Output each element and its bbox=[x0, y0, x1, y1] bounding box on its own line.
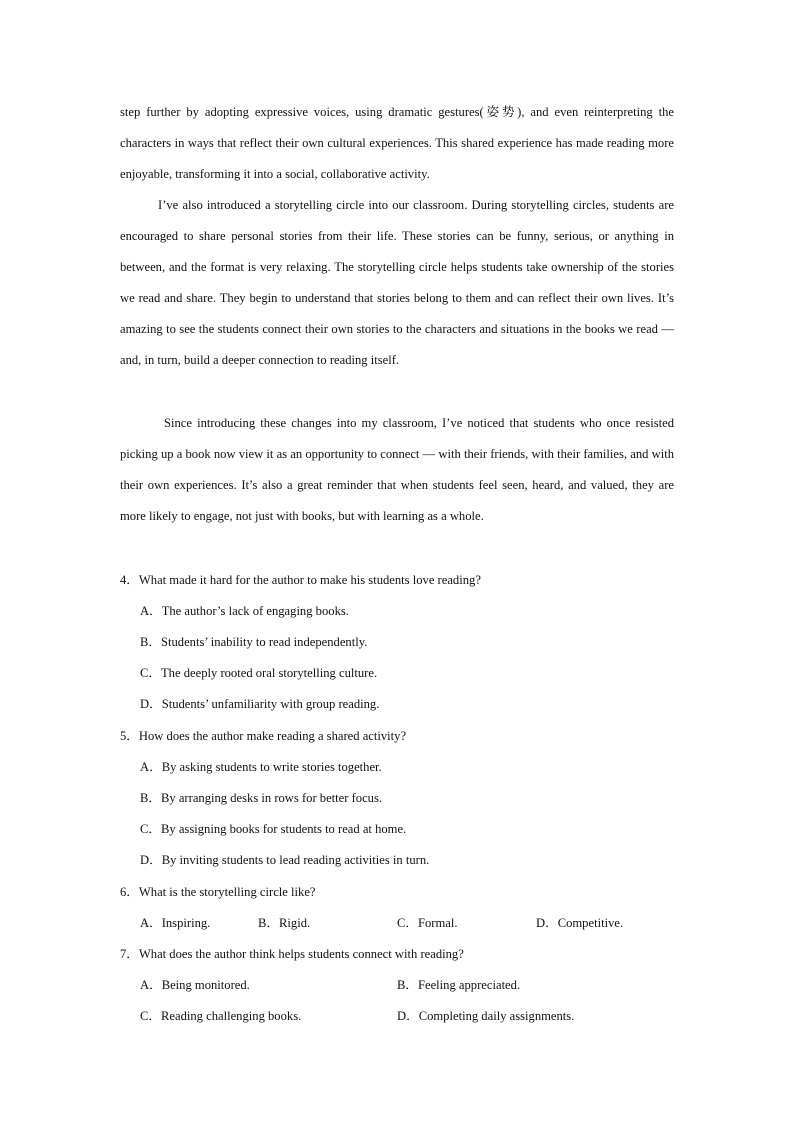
question-7-stem: 7．What does the author think helps students connect with reading? bbox=[120, 947, 464, 961]
question-6-option-d[interactable]: D．Competitive. bbox=[536, 916, 624, 930]
question-7-option-a[interactable]: A．Being monitored. bbox=[140, 978, 250, 992]
question-5-option-c[interactable]: C．By assigning books for students to read at home. bbox=[140, 822, 407, 836]
question-6-option-b[interactable]: B．Rigid. bbox=[258, 916, 311, 930]
question-7-option-c[interactable]: C．Reading challenging books. bbox=[140, 1009, 302, 1023]
question-4-option-b[interactable]: B．Students’ inability to read independently. bbox=[140, 635, 368, 649]
question-7-option-d[interactable]: D．Completing daily assignments. bbox=[397, 1009, 575, 1023]
question-4-option-d[interactable]: D．Students’ unfamiliarity with group reading. bbox=[140, 697, 380, 711]
question-5-option-a[interactable]: A．By asking students to write stories together. bbox=[140, 760, 382, 774]
question-4-option-a[interactable]: A．The author’s lack of engaging books. bbox=[140, 604, 349, 618]
passage-paragraph-1: step further by adopting expressive voices, using dramatic gestures(姿势), and even reinterpreting the characters in ways that reflect their own cultural experiences. This shared experience has made reading more enjoyable, transforming it into a social, collaborative activity. bbox=[120, 105, 674, 181]
question-6-option-c[interactable]: C．Formal. bbox=[397, 916, 458, 930]
question-6-stem: 6．What is the storytelling circle like? bbox=[120, 885, 316, 899]
question-7-option-b[interactable]: B．Feeling appreciated. bbox=[397, 978, 521, 992]
question-6-option-a[interactable]: A．Inspiring. bbox=[140, 916, 211, 930]
question-4-stem: 4．What made it hard for the author to make his students love reading? bbox=[120, 573, 481, 587]
passage-paragraph-2: I’ve also introduced a storytelling circle into our classroom. During storytelling circles, students are encouraged to share personal stories from their life. These stories can be funny, serious, or anything in between, and the format is very relaxing. The storytelling circle helps students take ownership of the stories we read and share. They begin to understand that stories belong to them and can reflect their own lives. It’s amazing to see the students connect their own stories to the characters and situations in the books we read — and, in turn, build a deeper connection to reading itself. bbox=[120, 198, 674, 367]
passage-paragraph-3: Since introducing these changes into my classroom, I’ve noticed that students who once resisted picking up a book now view it as an opportunity to connect — with their friends, with their families, and with their own experiences. It’s also a great reminder that when students feel seen, heard, and valued, they are more likely to engage, not just with books, but with learning as a whole. bbox=[120, 416, 674, 523]
question-4-option-c[interactable]: C．The deeply rooted oral storytelling culture. bbox=[140, 666, 378, 680]
question-5-stem: 5．How does the author make reading a shared activity? bbox=[120, 729, 407, 743]
question-5-option-b[interactable]: B．By arranging desks in rows for better focus. bbox=[140, 791, 383, 805]
question-5-option-d[interactable]: D．By inviting students to lead reading activities in turn. bbox=[140, 853, 430, 867]
